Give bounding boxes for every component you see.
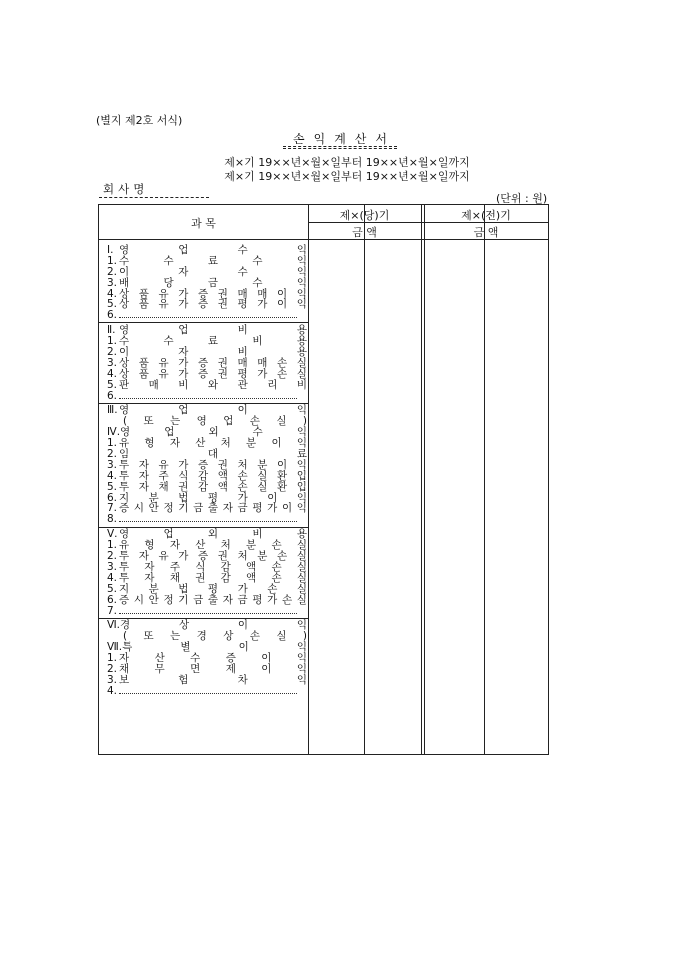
account-row — [107, 416, 307, 427]
previous-period-header: 제×(전)기 — [461, 209, 511, 222]
column-divider-double-a — [421, 205, 422, 754]
account-label: 유 형 자 산 처 분 손 실 — [119, 539, 307, 552]
account-label: 판 매 비 와 관 리 비 — [119, 378, 307, 391]
account-number: 1. — [107, 437, 118, 450]
account-label: 지 분 법 평 가 손 실 — [119, 582, 307, 595]
subject-header: 과 목 — [191, 217, 216, 230]
account-row — [107, 369, 307, 380]
unit-label: (단위 : 원) — [496, 192, 548, 205]
account-row — [107, 391, 307, 402]
account-number: 2. — [107, 265, 118, 278]
account-row — [107, 573, 307, 584]
account-number: 1. — [107, 254, 118, 267]
blank-entry-line — [119, 514, 297, 522]
account-row — [107, 482, 307, 493]
account-label: 투 자 유 가 증 권 처 분 이 익 — [119, 458, 307, 471]
account-number: Ⅰ. — [107, 244, 114, 256]
account-row — [107, 686, 307, 697]
section-divider — [99, 618, 308, 619]
account-number: 1. — [107, 539, 118, 552]
account-number: Ⅳ. — [107, 426, 121, 439]
current-amount-header: 금 액 — [352, 226, 377, 239]
account-label: 경 상 이 익 — [120, 619, 307, 632]
account-number: 2. — [107, 346, 118, 359]
account-number: 3. — [107, 560, 118, 573]
column-divider-subject — [308, 205, 309, 754]
account-row — [107, 606, 307, 617]
account-number: Ⅵ. — [107, 619, 121, 632]
account-row — [107, 631, 307, 642]
account-label: 투 자 채 권 감 액 손 실 — [119, 571, 307, 584]
previous-amount-header: 금 액 — [473, 226, 499, 239]
account-number: 4. — [107, 469, 118, 482]
account-number: 1. — [107, 652, 118, 665]
account-label: 이 자 수 익 — [119, 265, 307, 278]
account-number: 2. — [107, 550, 118, 563]
blank-entry-line — [119, 686, 297, 694]
account-number: 4. — [107, 684, 118, 697]
section-divider — [99, 527, 308, 528]
account-items — [107, 245, 307, 697]
section-divider — [99, 322, 308, 323]
account-label: 상 품 유 가 증 권 매 매 손 실 — [119, 356, 307, 369]
account-row — [107, 584, 307, 595]
account-label: 수 수 료 수 익 — [119, 254, 307, 267]
blank-entry-line — [119, 606, 297, 614]
company-name-label: 회사명 — [103, 182, 149, 196]
current-period-header: 제×(당)기 — [339, 209, 390, 222]
account-label: 투 자 유 가 증 권 처 분 손 실 — [119, 550, 307, 563]
account-row — [107, 245, 307, 256]
account-label: 영 업 외 비 용 — [119, 528, 307, 541]
account-label: 영 업 이 익 — [119, 404, 307, 417]
account-number: 3. — [107, 356, 118, 369]
account-number: 7. — [107, 502, 118, 515]
section-divider — [99, 403, 308, 404]
company-name-underline — [99, 197, 209, 198]
account-number: Ⅶ. — [107, 641, 123, 654]
account-number: 8. — [107, 513, 118, 526]
account-number: 6. — [107, 309, 118, 322]
account-row — [107, 336, 307, 347]
blank-entry-line — [119, 310, 297, 318]
account-number: 1. — [107, 335, 118, 348]
account-number: 4. — [107, 287, 118, 300]
account-number: 2. — [107, 448, 118, 461]
account-number: 6. — [107, 593, 118, 606]
period-line-current: 제×기 19××년×월×일부터 19××년×월×일까지 — [224, 156, 470, 169]
title-underline — [283, 146, 397, 149]
period-line-previous: 제×기 19××년×월×일부터 19××년×월×일까지 — [224, 170, 470, 183]
account-label: 채 무 면 제 이 익 — [119, 662, 307, 675]
account-label: 증 시 안 정 기 금 출 자 금 평 가 이 익 — [119, 502, 307, 515]
account-number: Ⅱ. — [107, 324, 116, 337]
account-row — [107, 664, 307, 675]
account-row — [107, 278, 307, 289]
account-label: 자 산 수 증 이 익 — [119, 652, 307, 665]
account-row — [107, 503, 307, 514]
account-row — [107, 675, 307, 686]
account-label: 투 자 주 식 감 액 손 실 환 입 — [119, 469, 307, 482]
account-number: 5. — [107, 378, 118, 391]
account-label: 배 당 금 수 익 — [119, 276, 307, 289]
account-label: 지 분 법 평 가 이 익 — [119, 491, 307, 504]
account-row — [107, 299, 307, 310]
account-label: 상 품 유 가 증 권 매 매 이 익 — [119, 287, 307, 300]
account-number: 6. — [107, 389, 118, 402]
account-row — [107, 267, 307, 278]
account-number: 2. — [107, 662, 118, 675]
account-row — [107, 653, 307, 664]
form-number-label: (별지 제2호 서식) — [96, 114, 183, 127]
account-row — [107, 595, 307, 606]
account-row — [107, 642, 307, 653]
account-label: ( 또 는 경 상 손 실 ) — [123, 630, 307, 643]
account-label: 보 험 차 익 — [119, 673, 307, 686]
account-row — [107, 256, 307, 267]
account-label: 상 품 유 가 증 권 평 가 이 익 — [119, 298, 307, 311]
account-number: 3. — [107, 276, 118, 289]
account-label: 영 업 수 익 — [119, 244, 307, 256]
column-divider-double-b — [424, 205, 425, 754]
account-label: 상 품 유 가 증 권 평 가 손 실 — [119, 367, 307, 380]
account-number: 5. — [107, 298, 118, 311]
account-number: 4. — [107, 367, 118, 380]
account-label: 투 자 주 식 감 액 손 실 — [119, 560, 307, 573]
account-row — [107, 438, 307, 449]
account-number: 6. — [107, 491, 118, 504]
account-number: 4. — [107, 571, 118, 584]
account-row — [107, 325, 307, 336]
account-number: 3. — [107, 458, 118, 471]
account-label: 영 업 외 수 익 — [120, 426, 307, 439]
account-row — [107, 514, 307, 525]
account-label: ( 또 는 영 업 손 실 ) — [123, 415, 307, 428]
income-statement-table — [98, 204, 549, 755]
account-number: Ⅲ. — [107, 404, 118, 417]
column-divider-current-amount — [364, 205, 365, 754]
account-label: 특 별 이 익 — [122, 641, 307, 654]
account-row — [107, 380, 307, 391]
account-row — [107, 310, 307, 321]
account-label: 임 대 료 — [119, 448, 307, 461]
account-number: 5. — [107, 582, 118, 595]
column-divider-previous-amount — [484, 205, 485, 754]
account-number: 7. — [107, 604, 118, 617]
account-label: 수 수 료 비 용 — [119, 335, 307, 348]
account-label: 영 업 비 용 — [119, 324, 307, 337]
account-label: 투 자 채 권 감 액 손 실 환 입 — [119, 480, 307, 493]
account-number: 3. — [107, 673, 118, 686]
account-number: Ⅴ. — [107, 528, 118, 541]
document-title: 손익계산서 — [293, 132, 396, 146]
account-number: 5. — [107, 480, 118, 493]
account-label: 이 자 비 용 — [119, 346, 307, 359]
account-label: 유 형 자 산 처 분 이 익 — [119, 437, 307, 450]
blank-entry-line — [119, 391, 297, 399]
account-label: 증 시 안 정 기 금 출 자 금 평 가 손 실 — [119, 593, 307, 606]
